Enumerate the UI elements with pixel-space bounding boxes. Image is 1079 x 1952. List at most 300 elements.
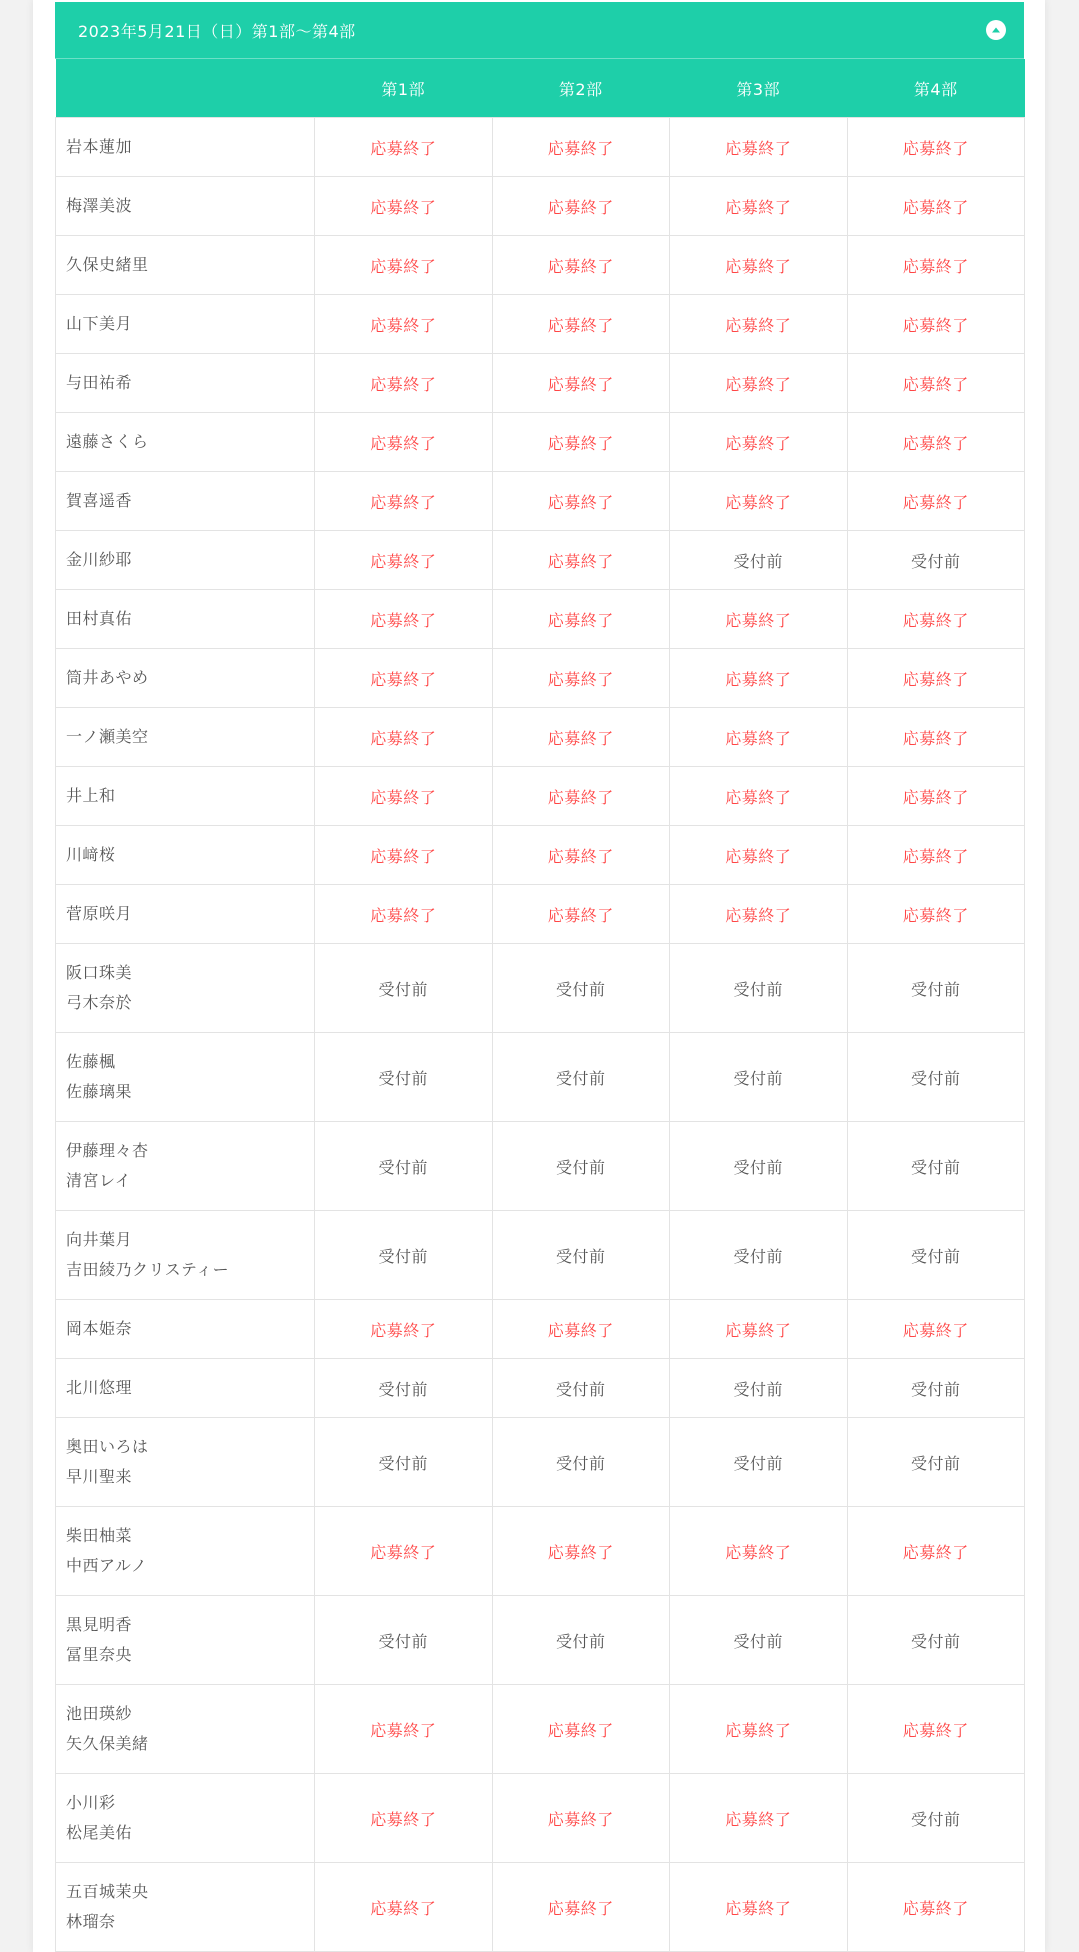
status-cell-part-3 xyxy=(670,649,848,708)
table-row xyxy=(56,767,1025,826)
status-label: 応募終了 xyxy=(547,1898,614,1918)
status-label: 応募終了 xyxy=(547,1809,614,1829)
table-row xyxy=(56,1300,1025,1359)
status-label: 受付前 xyxy=(733,1379,783,1399)
member-name: 池田瑛紗 xyxy=(66,1704,133,1723)
status-cell-part-2 xyxy=(492,1418,670,1507)
status-label: 応募終了 xyxy=(725,728,792,748)
schedule-table xyxy=(55,59,1025,1952)
status-label: 応募終了 xyxy=(370,256,437,276)
status-label: 応募終了 xyxy=(370,905,437,925)
status-label: 応募終了 xyxy=(902,905,969,925)
member-name-cell xyxy=(56,1863,315,1952)
status-label: 応募終了 xyxy=(547,433,614,453)
member-name: 菅原咲月 xyxy=(66,904,133,923)
member-name: 佐藤楓 xyxy=(66,1052,116,1071)
status-label: 応募終了 xyxy=(902,1720,969,1740)
table-row xyxy=(56,354,1025,413)
status-cell-part-2 xyxy=(492,767,670,826)
status-cell-part-3 xyxy=(670,1596,848,1685)
status-cell-part-4 xyxy=(847,1211,1025,1300)
status-cell-part-2 xyxy=(492,708,670,767)
status-cell-part-1 xyxy=(315,354,493,413)
status-cell-part-1 xyxy=(315,531,493,590)
status-cell-part-4 xyxy=(847,236,1025,295)
status-cell-part-1 xyxy=(315,1774,493,1863)
status-label: 応募終了 xyxy=(725,433,792,453)
member-name-cell xyxy=(56,531,315,590)
member-name-cell xyxy=(56,236,315,295)
table-row xyxy=(56,885,1025,944)
status-cell-part-4 xyxy=(847,708,1025,767)
status-label: 応募終了 xyxy=(902,610,969,630)
member-name: 林瑠奈 xyxy=(66,1912,116,1931)
status-label: 応募終了 xyxy=(725,197,792,217)
status-cell-part-3 xyxy=(670,1122,848,1211)
status-cell-part-4 xyxy=(847,885,1025,944)
status-label: 受付前 xyxy=(910,1068,961,1088)
member-name-cell xyxy=(56,177,315,236)
collapse-toggle-button[interactable] xyxy=(986,20,1006,40)
status-cell-part-4 xyxy=(847,118,1025,177)
status-cell-part-2 xyxy=(492,826,670,885)
status-label: 受付前 xyxy=(555,1246,606,1266)
status-cell-part-3 xyxy=(670,1685,848,1774)
status-label: 応募終了 xyxy=(725,315,792,335)
status-cell-part-2 xyxy=(492,885,670,944)
status-label: 応募終了 xyxy=(902,256,969,276)
status-cell-part-1 xyxy=(315,1300,493,1359)
status-label: 応募終了 xyxy=(902,374,969,394)
status-cell-part-4 xyxy=(847,1685,1025,1774)
member-name-cell xyxy=(56,413,315,472)
status-cell-part-3 xyxy=(670,826,848,885)
member-name: 柴田柚菜 xyxy=(66,1526,133,1545)
status-cell-part-4 xyxy=(847,1596,1025,1685)
status-label: 受付前 xyxy=(910,1631,961,1651)
status-cell-part-1 xyxy=(315,767,493,826)
member-name: 弓木奈於 xyxy=(66,993,133,1012)
table-row xyxy=(56,708,1025,767)
status-cell-part-1 xyxy=(315,708,493,767)
status-label: 応募終了 xyxy=(902,787,969,807)
status-label: 応募終了 xyxy=(725,374,792,394)
status-label: 応募終了 xyxy=(902,846,969,866)
table-row xyxy=(56,1596,1025,1685)
member-name-cell xyxy=(56,1418,315,1507)
table-row xyxy=(56,1033,1025,1122)
status-label: 受付前 xyxy=(555,1631,606,1651)
status-cell-part-2 xyxy=(492,1033,670,1122)
member-name-cell xyxy=(56,118,315,177)
status-cell-part-1 xyxy=(315,236,493,295)
member-name-cell xyxy=(56,1685,315,1774)
status-cell-part-4 xyxy=(847,295,1025,354)
status-cell-part-2 xyxy=(492,1507,670,1596)
member-name-cell xyxy=(56,1507,315,1596)
status-label: 応募終了 xyxy=(902,728,969,748)
status-cell-part-1 xyxy=(315,1418,493,1507)
member-name: 梅澤美波 xyxy=(66,196,133,215)
table-row xyxy=(56,1507,1025,1596)
member-name: 奥田いろは xyxy=(66,1437,149,1456)
status-label: 応募終了 xyxy=(547,846,614,866)
status-label: 応募終了 xyxy=(725,610,792,630)
member-name: 黒見明香 xyxy=(66,1615,133,1634)
member-name: 中西アルノ xyxy=(66,1556,148,1575)
member-name: 清宮レイ xyxy=(66,1171,132,1190)
status-cell-part-4 xyxy=(847,1774,1025,1863)
status-label: 応募終了 xyxy=(370,315,437,335)
header-row xyxy=(56,59,1025,118)
member-name-cell xyxy=(56,885,315,944)
status-label: 応募終了 xyxy=(547,905,614,925)
status-cell-part-4 xyxy=(847,354,1025,413)
member-name-cell xyxy=(56,944,315,1033)
member-name-cell xyxy=(56,1359,315,1418)
status-label: 受付前 xyxy=(378,1631,428,1651)
status-cell-part-4 xyxy=(847,1033,1025,1122)
status-label: 応募終了 xyxy=(902,1320,969,1340)
member-name-cell xyxy=(56,1300,315,1359)
status-label: 応募終了 xyxy=(725,256,792,276)
member-name: 与田祐希 xyxy=(66,373,133,392)
status-cell-part-3 xyxy=(670,1774,848,1863)
status-cell-part-1 xyxy=(315,1033,493,1122)
status-cell-part-3 xyxy=(670,177,848,236)
status-cell-part-2 xyxy=(492,649,670,708)
status-cell-part-3 xyxy=(670,885,848,944)
status-cell-part-3 xyxy=(670,1359,848,1418)
status-label: 受付前 xyxy=(378,1453,428,1473)
status-label: 受付前 xyxy=(378,1246,428,1266)
status-cell-part-4 xyxy=(847,1418,1025,1507)
status-cell-part-4 xyxy=(847,531,1025,590)
status-label: 応募終了 xyxy=(370,846,437,866)
status-label: 受付前 xyxy=(555,1157,606,1177)
status-label: 応募終了 xyxy=(547,374,614,394)
status-label: 受付前 xyxy=(555,979,606,999)
status-label: 応募終了 xyxy=(547,787,614,807)
status-cell-part-1 xyxy=(315,1863,493,1952)
status-label: 応募終了 xyxy=(370,1320,437,1340)
status-label: 応募終了 xyxy=(547,138,614,158)
column-header-name xyxy=(56,59,315,118)
status-label: 受付前 xyxy=(733,979,783,999)
status-label: 応募終了 xyxy=(902,315,969,335)
status-cell-part-3 xyxy=(670,1300,848,1359)
status-label: 応募終了 xyxy=(725,1720,792,1740)
member-name: 松尾美佑 xyxy=(66,1823,133,1842)
column-header-part-4: 第4部 xyxy=(847,59,1025,118)
status-cell-part-2 xyxy=(492,295,670,354)
table-row xyxy=(56,1418,1025,1507)
status-label: 応募終了 xyxy=(725,492,792,512)
status-label: 応募終了 xyxy=(902,1542,969,1562)
status-label: 受付前 xyxy=(910,551,961,571)
status-cell-part-3 xyxy=(670,1418,848,1507)
status-cell-part-1 xyxy=(315,590,493,649)
table-row xyxy=(56,531,1025,590)
status-cell-part-2 xyxy=(492,1211,670,1300)
status-cell-part-3 xyxy=(670,413,848,472)
status-cell-part-4 xyxy=(847,944,1025,1033)
status-label: 応募終了 xyxy=(547,197,614,217)
status-label: 応募終了 xyxy=(370,1809,437,1829)
member-name-cell xyxy=(56,767,315,826)
table-row xyxy=(56,1122,1025,1211)
table-row xyxy=(56,295,1025,354)
column-header-part-3: 第3部 xyxy=(670,59,848,118)
status-cell-part-2 xyxy=(492,1122,670,1211)
status-cell-part-1 xyxy=(315,295,493,354)
status-label: 応募終了 xyxy=(725,1542,792,1562)
status-label: 応募終了 xyxy=(547,551,614,571)
status-cell-part-4 xyxy=(847,1507,1025,1596)
status-label: 受付前 xyxy=(910,1453,961,1473)
status-cell-part-2 xyxy=(492,354,670,413)
status-cell-part-1 xyxy=(315,649,493,708)
member-name: 伊藤理々杏 xyxy=(66,1141,149,1160)
member-name: 賀喜遥香 xyxy=(66,491,133,510)
status-label: 応募終了 xyxy=(902,492,969,512)
column-header-part-1: 第1部 xyxy=(315,59,493,118)
table-row xyxy=(56,826,1025,885)
status-label: 応募終了 xyxy=(370,669,437,689)
status-label: 応募終了 xyxy=(725,787,792,807)
member-name: 金川紗耶 xyxy=(66,550,133,569)
member-name: 小川彩 xyxy=(66,1793,116,1812)
member-name: 吉田綾乃クリスティー xyxy=(66,1260,230,1279)
member-name-cell xyxy=(56,1596,315,1685)
status-cell-part-2 xyxy=(492,531,670,590)
chevron-up-icon xyxy=(990,24,1002,36)
status-cell-part-2 xyxy=(492,590,670,649)
table-row xyxy=(56,649,1025,708)
member-name: 一ノ瀬美空 xyxy=(66,727,149,746)
member-name: 向井葉月 xyxy=(66,1230,133,1249)
status-cell-part-1 xyxy=(315,118,493,177)
status-cell-part-1 xyxy=(315,1596,493,1685)
member-name: 筒井あやめ xyxy=(66,668,149,687)
status-cell-part-2 xyxy=(492,1359,670,1418)
member-name: 冨里奈央 xyxy=(66,1645,133,1664)
status-label: 応募終了 xyxy=(725,669,792,689)
status-label: 応募終了 xyxy=(725,846,792,866)
status-cell-part-2 xyxy=(492,944,670,1033)
status-cell-part-3 xyxy=(670,118,848,177)
status-cell-part-1 xyxy=(315,1507,493,1596)
status-label: 受付前 xyxy=(910,1246,961,1266)
member-name-cell xyxy=(56,649,315,708)
status-cell-part-3 xyxy=(670,590,848,649)
status-label: 受付前 xyxy=(733,1631,783,1651)
status-cell-part-1 xyxy=(315,1211,493,1300)
status-cell-part-3 xyxy=(670,1211,848,1300)
table-header xyxy=(56,59,1025,118)
status-label: 受付前 xyxy=(733,1246,783,1266)
status-label: 受付前 xyxy=(555,1453,606,1473)
status-label: 応募終了 xyxy=(725,138,792,158)
status-label: 応募終了 xyxy=(547,1542,614,1562)
status-cell-part-3 xyxy=(670,236,848,295)
member-name-cell xyxy=(56,1122,315,1211)
status-label: 応募終了 xyxy=(902,138,969,158)
status-cell-part-2 xyxy=(492,1300,670,1359)
status-label: 応募終了 xyxy=(370,433,437,453)
status-label: 応募終了 xyxy=(370,728,437,748)
status-label: 応募終了 xyxy=(547,728,614,748)
status-label: 受付前 xyxy=(910,1157,961,1177)
table-row xyxy=(56,1774,1025,1863)
member-name-cell xyxy=(56,1033,315,1122)
status-label: 応募終了 xyxy=(902,197,969,217)
member-name: 田村真佑 xyxy=(66,609,133,628)
status-label: 応募終了 xyxy=(370,551,437,571)
status-cell-part-2 xyxy=(492,1685,670,1774)
status-cell-part-3 xyxy=(670,295,848,354)
status-cell-part-2 xyxy=(492,1863,670,1952)
member-name-cell xyxy=(56,708,315,767)
status-label: 受付前 xyxy=(733,551,783,571)
member-name-cell xyxy=(56,590,315,649)
status-label: 応募終了 xyxy=(547,1720,614,1740)
status-cell-part-4 xyxy=(847,1359,1025,1418)
status-label: 応募終了 xyxy=(547,256,614,276)
schedule-accordion xyxy=(55,2,1024,1952)
table-row xyxy=(56,177,1025,236)
status-cell-part-3 xyxy=(670,1507,848,1596)
table-row xyxy=(56,1863,1025,1952)
status-label: 受付前 xyxy=(910,1379,961,1399)
status-label: 受付前 xyxy=(910,979,961,999)
status-cell-part-2 xyxy=(492,1774,670,1863)
table-row xyxy=(56,236,1025,295)
status-cell-part-3 xyxy=(670,767,848,826)
status-cell-part-4 xyxy=(847,413,1025,472)
status-cell-part-2 xyxy=(492,472,670,531)
status-label: 応募終了 xyxy=(370,197,437,217)
status-cell-part-4 xyxy=(847,1300,1025,1359)
member-name: 岩本蓮加 xyxy=(66,137,133,156)
accordion-header[interactable] xyxy=(55,2,1024,59)
member-name-cell xyxy=(56,354,315,413)
status-cell-part-1 xyxy=(315,1359,493,1418)
status-label: 受付前 xyxy=(378,1379,428,1399)
status-cell-part-1 xyxy=(315,472,493,531)
table-row xyxy=(56,1211,1025,1300)
status-label: 応募終了 xyxy=(725,905,792,925)
member-name: 井上和 xyxy=(66,786,116,805)
member-name: 五百城茉央 xyxy=(66,1882,149,1901)
status-cell-part-3 xyxy=(670,944,848,1033)
status-cell-part-4 xyxy=(847,767,1025,826)
member-name-cell xyxy=(56,295,315,354)
status-label: 応募終了 xyxy=(547,669,614,689)
status-cell-part-4 xyxy=(847,649,1025,708)
status-label: 応募終了 xyxy=(725,1809,792,1829)
status-label: 受付前 xyxy=(378,1157,428,1177)
status-label: 応募終了 xyxy=(370,787,437,807)
member-name: 早川聖来 xyxy=(66,1467,133,1486)
table-row xyxy=(56,944,1025,1033)
status-label: 応募終了 xyxy=(547,315,614,335)
accordion-title: 2023年5月21日（日）第1部〜第4部 xyxy=(78,21,356,41)
status-cell-part-4 xyxy=(847,472,1025,531)
status-label: 受付前 xyxy=(378,979,428,999)
status-label: 応募終了 xyxy=(547,492,614,512)
member-name-cell xyxy=(56,1211,315,1300)
table-row xyxy=(56,472,1025,531)
status-label: 応募終了 xyxy=(370,1542,437,1562)
member-name: 久保史緒里 xyxy=(66,255,149,274)
member-name: 阪口珠美 xyxy=(66,963,133,982)
status-cell-part-4 xyxy=(847,1863,1025,1952)
member-name: 岡本姫奈 xyxy=(66,1319,133,1338)
status-label: 受付前 xyxy=(555,1379,606,1399)
status-cell-part-2 xyxy=(492,177,670,236)
member-name: 矢久保美緒 xyxy=(66,1734,149,1753)
status-label: 応募終了 xyxy=(370,374,437,394)
status-cell-part-1 xyxy=(315,413,493,472)
status-cell-part-3 xyxy=(670,708,848,767)
table-row xyxy=(56,590,1025,649)
status-cell-part-3 xyxy=(670,531,848,590)
member-name: 北川悠理 xyxy=(66,1378,133,1397)
status-label: 受付前 xyxy=(733,1453,783,1473)
status-label: 受付前 xyxy=(733,1157,783,1177)
table-body xyxy=(56,118,1025,1952)
status-label: 応募終了 xyxy=(370,1898,437,1918)
status-cell-part-1 xyxy=(315,177,493,236)
status-cell-part-3 xyxy=(670,354,848,413)
table-row xyxy=(56,1359,1025,1418)
status-cell-part-1 xyxy=(315,944,493,1033)
status-label: 受付前 xyxy=(555,1068,606,1088)
status-cell-part-1 xyxy=(315,826,493,885)
status-cell-part-4 xyxy=(847,826,1025,885)
member-name-cell xyxy=(56,826,315,885)
status-label: 応募終了 xyxy=(547,610,614,630)
status-label: 応募終了 xyxy=(902,433,969,453)
status-cell-part-3 xyxy=(670,1863,848,1952)
status-cell-part-4 xyxy=(847,590,1025,649)
status-label: 応募終了 xyxy=(370,492,437,512)
status-cell-part-1 xyxy=(315,1685,493,1774)
member-name-cell xyxy=(56,1774,315,1863)
status-label: 応募終了 xyxy=(370,610,437,630)
status-cell-part-2 xyxy=(492,413,670,472)
status-label: 受付前 xyxy=(733,1068,783,1088)
status-label: 応募終了 xyxy=(725,1320,792,1340)
member-name: 山下美月 xyxy=(66,314,133,333)
member-name: 遠藤さくら xyxy=(66,432,149,451)
status-cell-part-2 xyxy=(492,236,670,295)
status-cell-part-4 xyxy=(847,177,1025,236)
status-label: 応募終了 xyxy=(902,669,969,689)
status-label: 応募終了 xyxy=(370,138,437,158)
table-row xyxy=(56,1685,1025,1774)
status-cell-part-2 xyxy=(492,1596,670,1685)
column-header-part-2: 第2部 xyxy=(492,59,670,118)
status-label: 応募終了 xyxy=(725,1898,792,1918)
status-cell-part-1 xyxy=(315,1122,493,1211)
status-cell-part-3 xyxy=(670,472,848,531)
status-label: 受付前 xyxy=(378,1068,428,1088)
status-label: 応募終了 xyxy=(370,1720,437,1740)
table-row xyxy=(56,118,1025,177)
table-row xyxy=(56,413,1025,472)
